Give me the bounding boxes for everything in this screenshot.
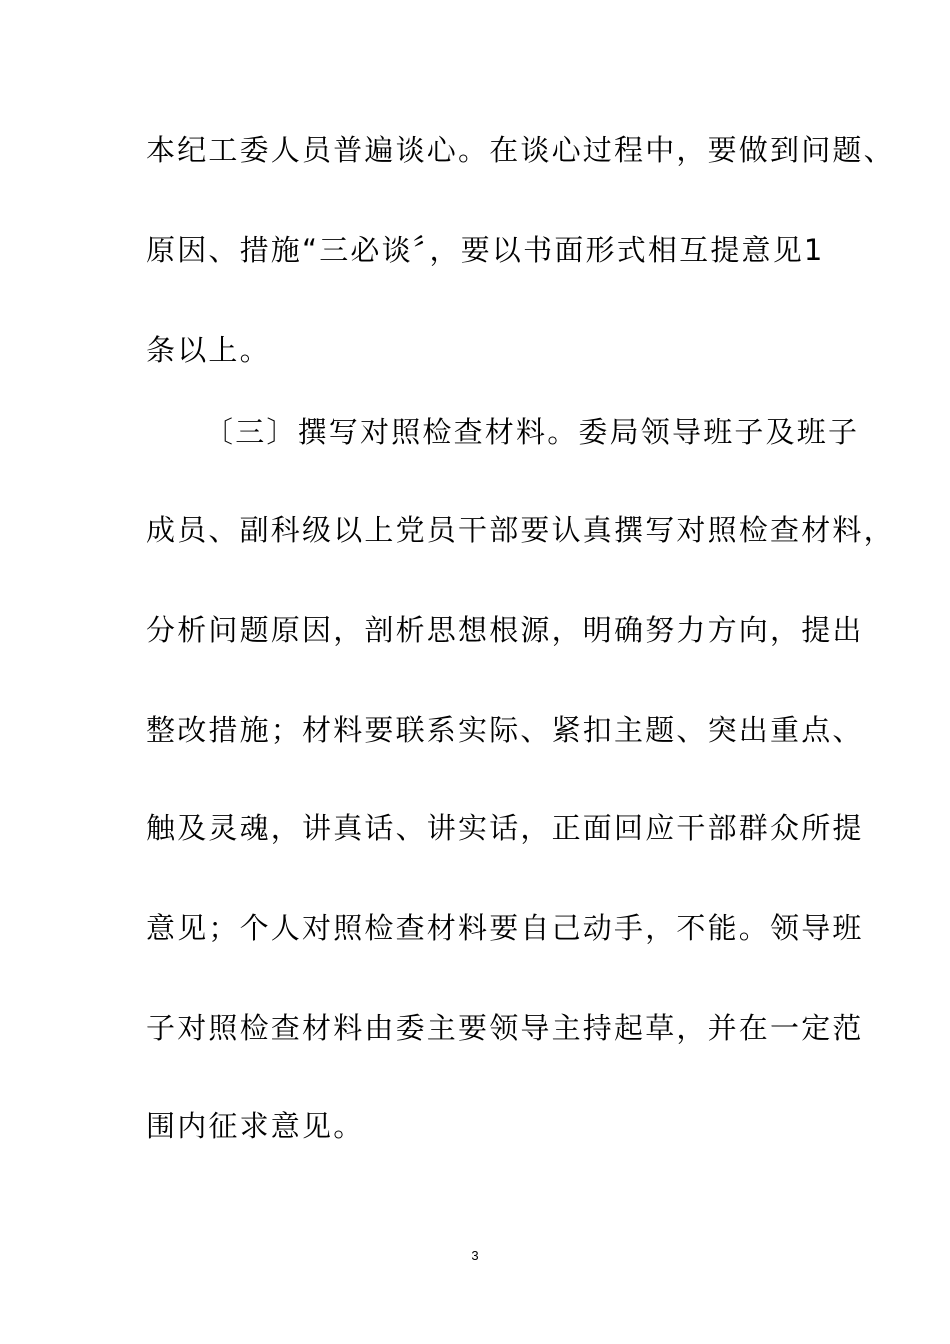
text-line-11: 围内征求意见。 xyxy=(146,1109,365,1143)
text-line-6: 分析问题原因，剖析思想根源，明确努力方向，提出 xyxy=(146,613,864,647)
text-line-2: 原因、措施“三必谈〞，要以书面形式相互提意见1 xyxy=(146,233,825,267)
text-line-5: 成员、副科级以上党员干部要认真撰写对照检查材料， xyxy=(146,513,895,547)
text-line-4-section-heading: 〔三〕撰写对照检查材料。委局领导班子及班子 xyxy=(204,415,860,449)
text-line-8: 触及灵魂，讲真话、讲实话，正面回应干部群众所提 xyxy=(146,811,864,845)
text-line-1: 本纪工委人员普遍谈心。在谈心过程中，要做到问题、 xyxy=(146,133,895,167)
text-line-9: 意见；个人对照检查材料要自己动手，不能。领导班 xyxy=(146,911,864,945)
text-line-7: 整改措施；材料要联系实际、紧扣主题、突出重点、 xyxy=(146,713,864,747)
page-number: 3 xyxy=(471,1248,479,1263)
text-line-10: 子对照检查材料由委主要领导主持起草，并在一定范 xyxy=(146,1011,864,1045)
text-line-3: 条以上。 xyxy=(146,333,271,367)
